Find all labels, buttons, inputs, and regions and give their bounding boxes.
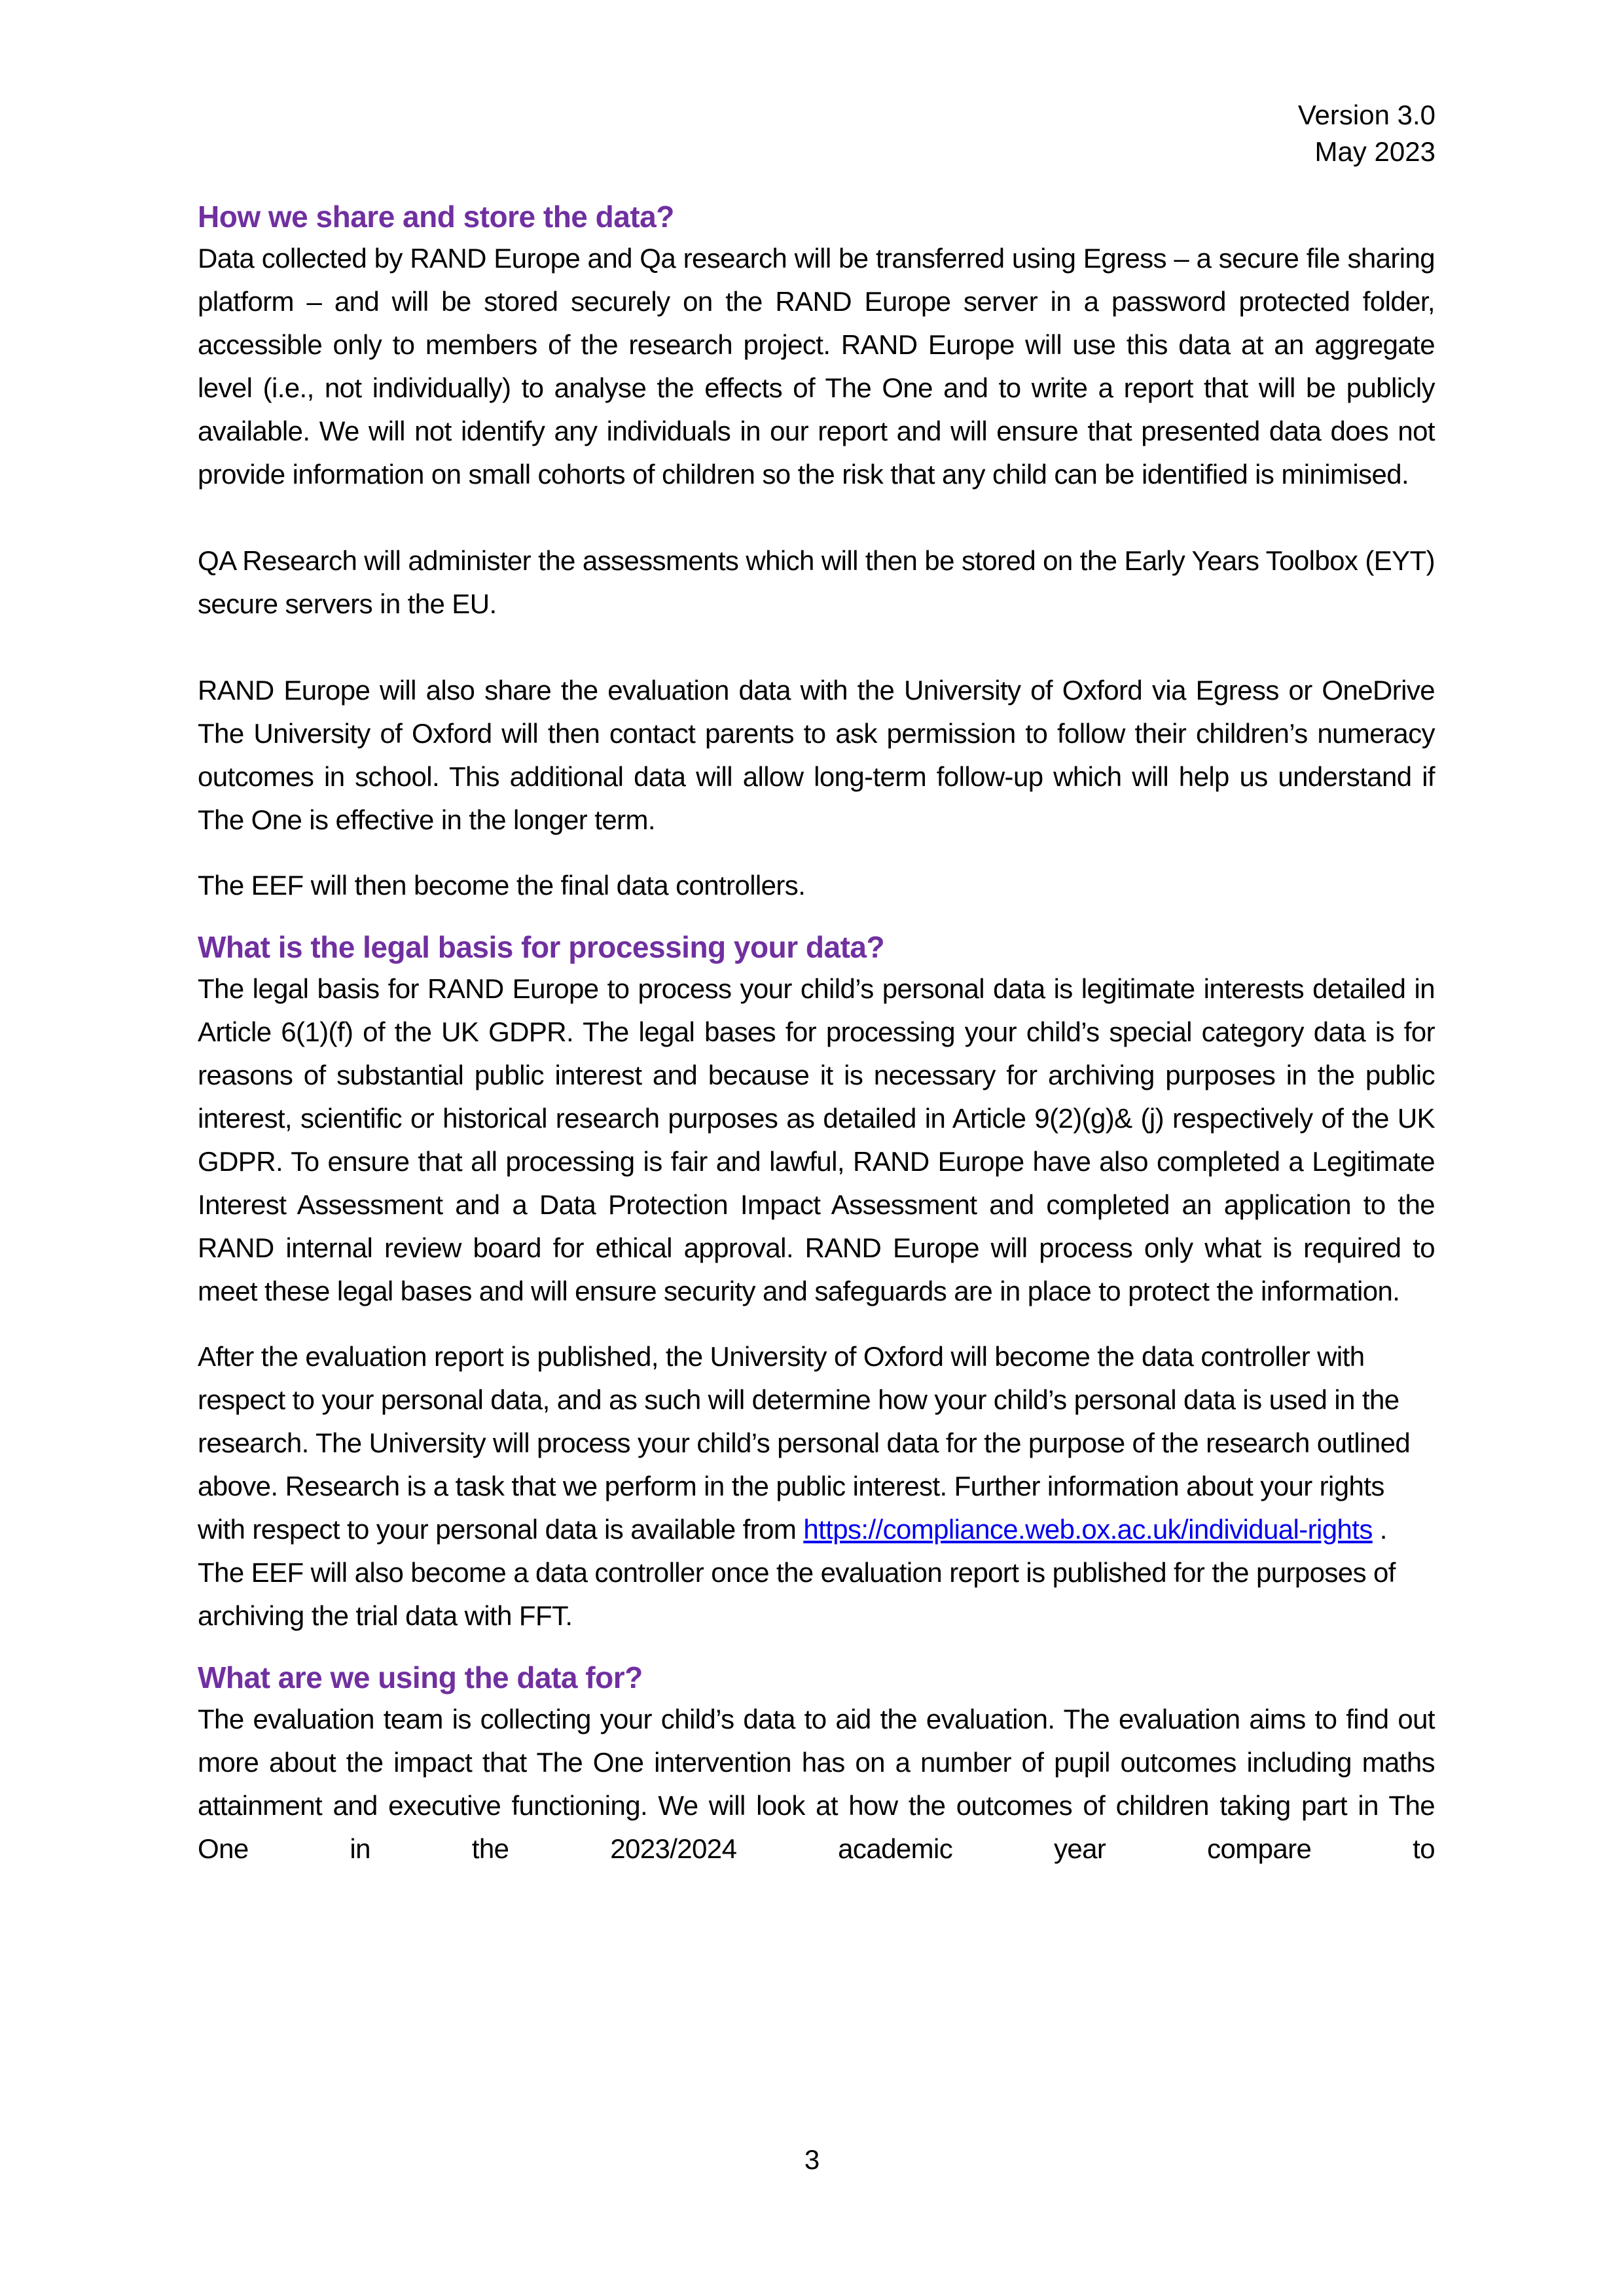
- individual-rights-link[interactable]: https://compliance.web.ox.ac.uk/individual-rights: [803, 1514, 1373, 1545]
- oxford-text-after-link: . The EEF will also become a data controller once the evaluation report is published for the purposes of archiving the trial data with FFT.: [198, 1514, 1396, 1631]
- spacer: [198, 907, 1435, 927]
- spacer: [198, 1638, 1435, 1657]
- date-label: May 2023: [1314, 136, 1435, 167]
- oxford-text-before-link: After the evaluation report is published, the University of Oxford will become the data controller with respect to your personal data, and as such will determine how your child’s personal data is used in the research. The University will process your child’s personal data for the purpose of the research outlined above. Research is a task that we perform in the public interest. Further information about your rights with respect to your personal data is available from: [198, 1341, 1411, 1545]
- paragraph-legal-basis: The legal basis for RAND Europe to process your child’s personal data is legitimate interests detailed in Article 6(1)(f) of the UK GDPR. The legal bases for processing your child’s special category data is for reasons of substantial public interest and because it is necessary for archiving purposes in the public interest, scientific or historical research purposes as detailed in Article 9(2)(g)& (j) respectively of the UK GDPR. To ensure that all processing is fair and lawful, RAND Europe have also completed a Legitimate Interest Assessment and a Data Protection Impact Assessment and completed an application to the RAND internal review board for ethical approval. RAND Europe will process only what is required to meet these legal bases and will ensure security and safeguards are in place to protect the information.: [198, 973, 1435, 1306]
- paragraph-oxford-controller: [198, 1335, 1435, 1638]
- page-number: 3: [804, 2144, 820, 2175]
- paragraph-evaluation-aims: The evaluation team is collecting your child’s data to aid the evaluation. The evaluation aims to find out more about the impact that The One intervention has on a number of pupil outcomes including maths attainment and executive functioning. We will look at how the outcomes of children taking part in The One in the 2023/2024 academic year compare to: [198, 1704, 1435, 1864]
- section-heading-share-store: How we share and store the data?: [198, 200, 674, 234]
- paragraph-data-transfer: Data collected by RAND Europe and Qa research will be transferred using Egress – a secure file sharing platform – and will be stored securely on the RAND Europe server in a password protected folder, accessible only to members of the research project. RAND Europe will use this data at an aggregate level (i.e., not individually) to analyse the effects of The One and to write a report that will be publicly available. We will not identify any individuals in our report and will ensure that presented data does not provide information on small cohorts of children so the risk that any child can be identified is minimised.: [198, 243, 1435, 490]
- spacer: [198, 1313, 1435, 1335]
- document-header: [1298, 97, 1435, 170]
- version-label: Version 3.0: [1297, 99, 1435, 130]
- spacer: [198, 626, 1435, 669]
- section-heading-legal-basis: What is the legal basis for processing your data?: [198, 930, 885, 964]
- section-heading-data-use: What are we using the data for?: [198, 1660, 643, 1695]
- paragraph-eef-controllers: The EEF will then become the final data controllers.: [198, 870, 806, 901]
- spacer: [198, 842, 1435, 864]
- spacer: [198, 496, 1435, 539]
- document-body: [198, 196, 1435, 1871]
- paragraph-qa-research: QA Research will administer the assessments which will then be stored on the Early Years Toolbox (EYT) secure servers in the EU.: [198, 545, 1435, 619]
- paragraph-oxford-share: RAND Europe will also share the evaluation data with the University of Oxford via Egress or OneDrive The University of Oxford will then contact parents to ask permission to follow their children’s numeracy outcomes in school. This additional data will allow long-term follow-up which will help us understand if The One is effective in the longer term.: [198, 675, 1435, 835]
